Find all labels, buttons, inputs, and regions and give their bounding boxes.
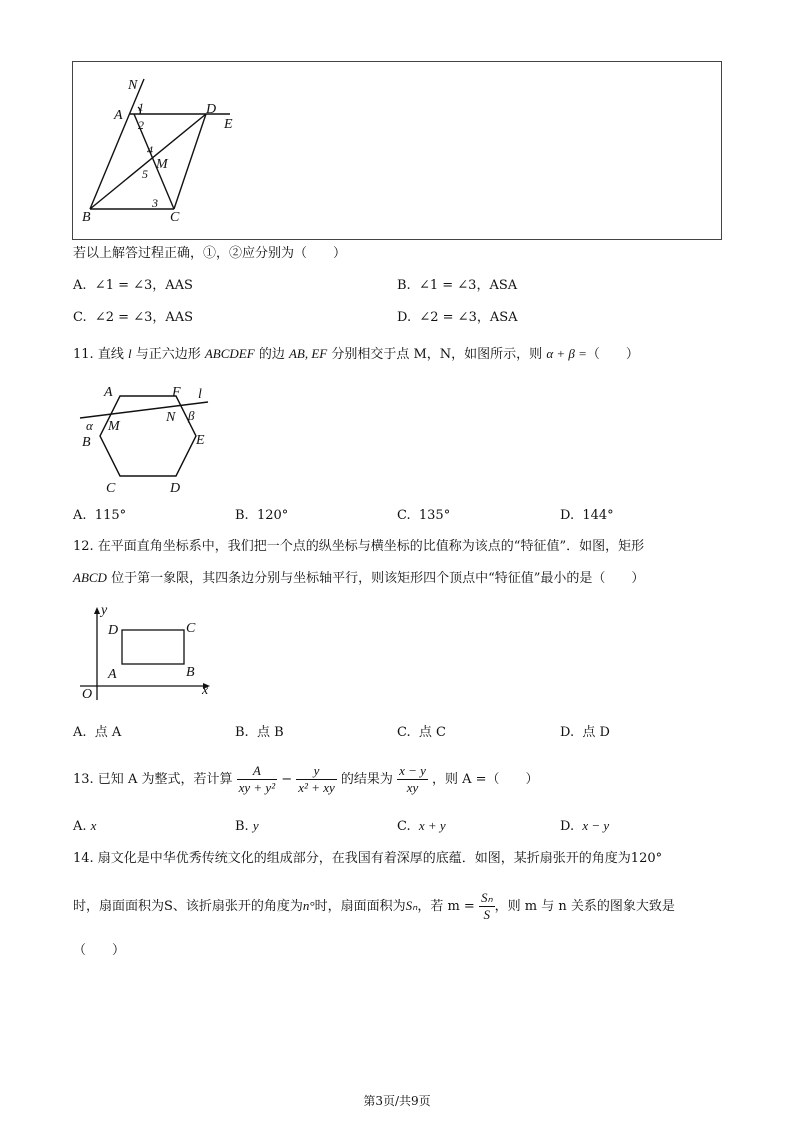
q11-text-e: （ ） xyxy=(586,347,639,362)
label-y: y xyxy=(101,603,108,618)
option-text: x xyxy=(90,818,97,833)
label-n: N xyxy=(166,410,176,425)
q14-stem-line1: 14. 扇文化是中华优秀传统文化的组成部分，在我国有着深厚的底蕴．如图，某折扇张开的角度为120° xyxy=(73,851,663,866)
rectangle-abcd xyxy=(122,630,184,664)
fraction-denominator: x² + xy xyxy=(298,780,335,795)
q11-stem xyxy=(73,345,639,364)
option-letter: C. xyxy=(397,725,411,740)
fraction-numerator: Sₙ xyxy=(480,890,493,905)
fraction-numerator: A xyxy=(237,763,277,780)
label-5: 5 xyxy=(142,167,148,181)
option-text: ∠2 = ∠3，AAS xyxy=(94,310,194,325)
q11-text-b: 与正六边形 xyxy=(131,347,205,362)
q11-number: 11. xyxy=(73,347,94,362)
option-letter: D. xyxy=(560,508,575,523)
option-letter: C. xyxy=(73,310,87,325)
q11-option-a xyxy=(73,507,126,525)
option-letter: A. xyxy=(73,725,87,740)
label-a: A xyxy=(108,667,117,682)
option-text: y xyxy=(252,818,259,833)
line-ab-n xyxy=(90,79,144,209)
label-e: E xyxy=(196,433,205,448)
option-text: 点 D xyxy=(582,725,610,740)
q10-option-d xyxy=(397,309,518,327)
fraction-numerator: y xyxy=(296,763,336,780)
option-text: 点 C xyxy=(418,725,446,740)
label-n: N xyxy=(128,78,138,93)
q14-text-d: ，则 m 与 n 关系的图象大致是 xyxy=(494,899,675,914)
q13-fraction-2 xyxy=(296,763,336,796)
q11-line-l: l xyxy=(127,346,132,361)
q13-option-c xyxy=(397,817,446,836)
label-beta: β xyxy=(188,408,195,423)
label-b: B xyxy=(82,210,91,225)
label-d: D xyxy=(170,481,181,496)
label-b: B xyxy=(186,665,195,680)
q12-option-b xyxy=(235,724,284,742)
option-text: 点 A xyxy=(94,725,122,740)
q14-text-b: 时，扇面面积为 xyxy=(314,899,406,914)
hexagon xyxy=(100,396,196,476)
q13-option-d xyxy=(560,817,609,836)
q13-suffix: ，则 A =（ ） xyxy=(432,772,539,787)
option-letter: B. xyxy=(235,725,249,740)
q13-fraction-1 xyxy=(237,763,277,796)
q14-fraction xyxy=(479,890,495,923)
option-text: 120° xyxy=(256,508,289,523)
option-text: ∠1 = ∠3，AAS xyxy=(94,278,193,293)
option-letter: C. xyxy=(397,819,411,834)
label-a: A xyxy=(114,108,123,123)
q13-option-a xyxy=(73,817,96,836)
q10-option-a xyxy=(73,277,193,295)
q11-text-d: 分别相交于点 M，N，如图所示，则 xyxy=(327,347,547,362)
q11-expr: α + β = xyxy=(546,346,587,361)
hexagon-figure xyxy=(72,380,222,498)
label-o: O xyxy=(82,687,93,702)
option-text: x − y xyxy=(582,818,610,833)
y-arrow xyxy=(94,607,100,614)
option-text: ∠1 = ∠3，ASA xyxy=(418,278,518,293)
q12-stem-line1: 12. 在平面直角坐标系中，我们把一个点的纵坐标与横坐标的比值称为该点的“特征值”．如图，矩形 xyxy=(73,539,645,554)
fraction-numerator: x − y xyxy=(399,763,426,778)
label-d: D xyxy=(108,623,119,638)
line-bd xyxy=(90,114,206,209)
q13-mid: 的结果为 xyxy=(340,772,393,787)
option-text: 115° xyxy=(94,508,127,523)
q13-minus: − xyxy=(281,772,293,787)
option-letter: A. xyxy=(73,819,87,834)
q13-option-b xyxy=(235,817,259,836)
q11-hexagon-name: ABCDEF xyxy=(204,346,255,361)
q14-stem-line2 xyxy=(73,886,675,927)
q14-text-a: 时，扇面面积为S、该折扇张开的角度为 xyxy=(73,899,303,914)
option-letter: C. xyxy=(397,508,411,523)
q11-text-a: 直线 xyxy=(97,347,128,362)
label-d: D xyxy=(206,102,217,117)
option-letter: A. xyxy=(73,278,87,293)
option-text: 144° xyxy=(582,508,614,523)
option-letter: B. xyxy=(235,508,249,523)
option-text: 135° xyxy=(418,508,451,523)
label-x: x xyxy=(202,683,209,698)
q13-stem xyxy=(73,760,539,800)
q11-option-c xyxy=(397,507,450,525)
q12-option-c xyxy=(397,724,446,742)
q10-option-b xyxy=(397,277,517,295)
q14-area-sn: Sₙ xyxy=(405,898,418,913)
page-number: 第3页/共9页 xyxy=(363,1094,431,1108)
parallelogram-figure xyxy=(72,61,722,241)
q12-option-d xyxy=(560,724,610,742)
coordinate-figure xyxy=(72,602,222,702)
label-b: B xyxy=(82,435,91,450)
label-m: M xyxy=(108,419,120,434)
q10-stem: 若以上解答过程正确，①，②应分别为（ ） xyxy=(73,246,347,261)
option-letter: B. xyxy=(397,278,411,293)
label-1: 1 xyxy=(138,100,144,114)
option-letter: D. xyxy=(560,819,575,834)
q11-option-d xyxy=(560,507,614,525)
q10-option-c xyxy=(73,309,193,327)
q12-option-a xyxy=(73,724,121,742)
line-dc xyxy=(174,114,206,209)
q14-stem-line3: （ ） xyxy=(73,943,126,958)
label-alpha: α xyxy=(86,418,93,433)
label-2: 2 xyxy=(138,118,144,132)
label-4: 4 xyxy=(147,143,153,157)
label-3: 3 xyxy=(152,196,158,210)
q12-stem-line2 xyxy=(73,569,644,588)
label-f: F xyxy=(172,385,181,400)
q12-text: 位于第一象限，其四条边分别与坐标轴平行，则该矩形四个顶点中“特征值”最小的是（ ） xyxy=(106,571,645,586)
option-letter: D. xyxy=(560,725,575,740)
label-e: E xyxy=(224,117,233,132)
q14-text-c: ，若 m = xyxy=(417,899,475,914)
option-letter: B. xyxy=(235,819,249,834)
q13-prefix: 13. 已知 A 为整式，若计算 xyxy=(73,772,233,787)
option-text: x + y xyxy=(418,818,446,833)
fraction-denominator: xy xyxy=(406,780,419,795)
option-letter: D. xyxy=(397,310,412,325)
q14-angle-n: n° xyxy=(302,898,315,913)
label-c: C xyxy=(186,621,196,636)
q11-option-b xyxy=(235,507,288,525)
q13-fraction-3 xyxy=(397,763,428,796)
option-text: ∠2 = ∠3，ASA xyxy=(419,310,518,325)
label-c: C xyxy=(170,210,180,225)
label-m: M xyxy=(156,157,168,172)
q11-text-c: 的边 xyxy=(254,347,289,362)
q11-sides: AB, EF xyxy=(288,346,328,361)
label-a: A xyxy=(104,385,113,400)
option-letter: A. xyxy=(73,508,87,523)
fraction-denominator: S xyxy=(483,907,491,922)
q12-rect-name: ABCD xyxy=(73,570,107,585)
label-c: C xyxy=(106,481,116,496)
label-l: l xyxy=(198,387,202,402)
option-text: 点 B xyxy=(256,725,284,740)
fraction-denominator: xy + y² xyxy=(238,780,276,795)
